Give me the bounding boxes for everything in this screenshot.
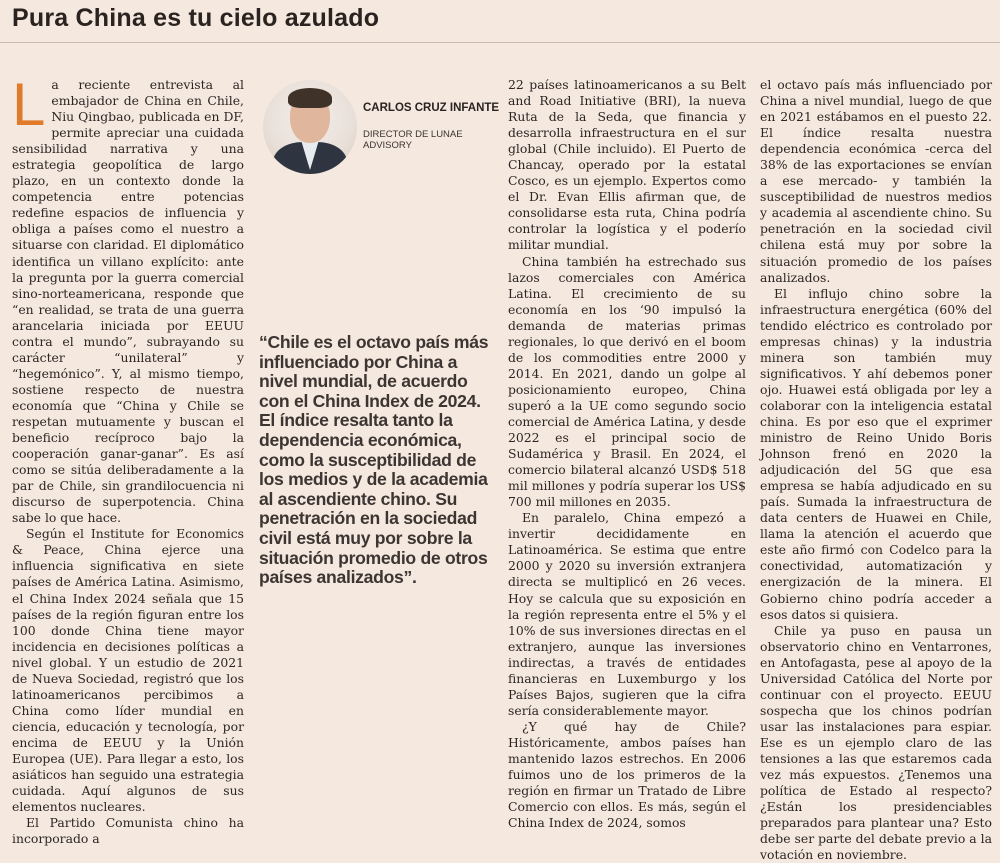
author-name: CARLOS CRUZ INFANTE [363, 102, 500, 114]
author-box [263, 80, 503, 176]
author-role: DIRECTOR DE LUNAE ADVISORY [363, 129, 463, 151]
headline: Pura China es tu cielo azulado [12, 4, 380, 32]
paragraph: En paralelo, China empezó a invertir decididamente en Latinoamérica. Se estima que entre 2000 y 2020 su inversión extranjera directa se multiplicó en 26 veces. Hoy se calcula que su exposición en la región representa entre el 5% y el 10% de sus inversiones directas en el extranjero, aunque las inversiones indirectas, a través de entidades financieras en Luxemburgo y los Países Bajos, sugieren que la cifra sería considerablemente mayor. [508, 510, 746, 718]
paragraph [12, 71, 244, 526]
paragraph: El influjo chino sobre la infraestructura energética (60% del tendido eléctrico es controlado por empresas chinas) y la industria minera son también muy significativos. Y ahí debemos poner ojo. Huawei está obligada por ley a colaborar con la inteligencia estatal china. Es por eso que el exprimer ministro de Reino Unido Boris Johnson frenó en 2020 la adjudicación del 5G que esa empresa se había adjudicado en su país. Sumada la infraestructura de data centers de Huawei en Chile, llama la atención el acuerdo que este año firmó con Codelco para la conectividad, automatización y energización de la minera. El Gobierno chino podría acceder a esos datos si quisiera. [760, 285, 992, 622]
article-column-2 [508, 77, 746, 831]
article-column-3 [760, 77, 992, 863]
author-photo [263, 80, 357, 174]
paragraph: el octavo país más influenciado por China a nivel mundial, luego de que en 2021 estábamos en el puesto 22. El índice resalta nuestra dependencia económica -cerca del 38% de las exportaciones se envían a ese mercado- y también la susceptibilidad de nuestros medios y academia al ascendiente chino. Su penetración en la sociedad civil chilena está muy por sobre la situación promedio de los países analizados. [760, 77, 992, 285]
drop-cap: L [12, 71, 46, 138]
paragraph: Según el Institute for Economics & Peace, China ejerce una influencia significativa en siete países de América Latina. Asimismo, el China Index 2024 señala que 15 países de la región figuran entre los 100 donde China tiene mayor incidencia en decisiones políticas a nivel global. Y un estudio de 2021 de Nueva Sociedad, registró que los latinoamericanos percibimos a China como líder mundial en ciencia, educación y tecnología, por encima de EEUU y la Unión Europea (UE). Para llegar a esto, los asiáticos han seguido una estrategia cuidada. Aquí algunos de sus elementos nucleares. [12, 526, 244, 815]
pull-quote: “Chile es el octavo país más influenciado por China a nivel mundial, de acuerdo con el China Index de 2024. El índice resalta tanto la dependencia económica, como la susceptibilidad de los medios y de la academia al ascendiente chino. Su penetración en la sociedad civil está muy por sobre la situación promedio de otros países analizados”. [259, 332, 489, 588]
header-divider [0, 42, 1000, 43]
paragraph: 22 países latinoamericanos a su Belt and Road Initiative (BRI), la nueva Ruta de la Seda, que financia y desarrolla infraestructura en el sur global (Chile incluido). El Puerto de Chancay, operado por la estatal Cosco, es un ejemplo. Expertos como el Dr. Evan Ellis afirman que, de consolidarse esta ruta, China podría controlar la logística y el poderío militar mundial. [508, 77, 746, 253]
paragraph: Chile ya puso en pausa un observatorio chino en Ventarrones, en Antofagasta, pese al apoyo de la Universidad Católica del Norte por continuar con el proyecto. EEUU sospecha que los chinos podrían usar las instalaciones para espiar. Ese es un ejemplo claro de las tensiones a las que estaremos cada vez más expuestos. ¿Tenemos una política de Estado al respecto? ¿Están los presidenciables preparados para plantear una? Esto debe ser parte del debate previo a la votación en noviembre. [760, 622, 992, 863]
paragraph: China también ha estrechado sus lazos comerciales con América Latina. El crecimiento de su economía en los ‘90 impulsó la demanda de materias primas regionales, lo que derivó en el boom de los commodities entre 2000 y 2014. En 2021, dando un golpe al posicionamiento europeo, China superó a la UE como segundo socio comercial de América Latina, y desde 2022 es el principal socio de Sudamérica y Brasil. En 2024, el comercio bilateral alcanzó USD$ 518 mil millones y podría superar los US$ 700 mil millones en 2035. [508, 253, 746, 510]
paragraph-text: a reciente entrevista al embajador de China en Chile, Niu Qingbao, publicada en DF, permite apreciar una cuidada sensibilidad narrativa y una estrategia geopolítica de largo plazo, en un contexto donde la competencia entre potencias redefine espacios de influencia y obliga a países como el nuestro a situarse con claridad. El diplomático identifica un villano explícito: ante la pregunta por la guerra comercial sino-norteamericana, responde que “en realidad, se trata de una guerra arancelaria iniciada por EEUU contra el mundo”, subrayando su carácter “unilateral” y “hegemónico”. Y, al mismo tiempo, sostiene respecto de nuestra economía que “China y Chile se respetan mutuamente y buscan el beneficio recíproco bajo la cooperación ganar-ganar”. Es así como se sitúa deliberadamente a la par de Chile, sin grandilocuencia ni discurso de superpotencia. China sabe lo que hace. [12, 77, 244, 526]
article-column-1 [12, 71, 244, 847]
paragraph: ¿Y qué hay de Chile? Históricamente, ambos países han mantenido lazos estrechos. En 2006 fuimos uno de los primeros de la región en firmar un Tratado de Libre Comercio con ellos. Es más, según el China Index de 2024, somos [508, 718, 746, 831]
paragraph: El Partido Comunista chino ha incorporado a [12, 815, 244, 847]
